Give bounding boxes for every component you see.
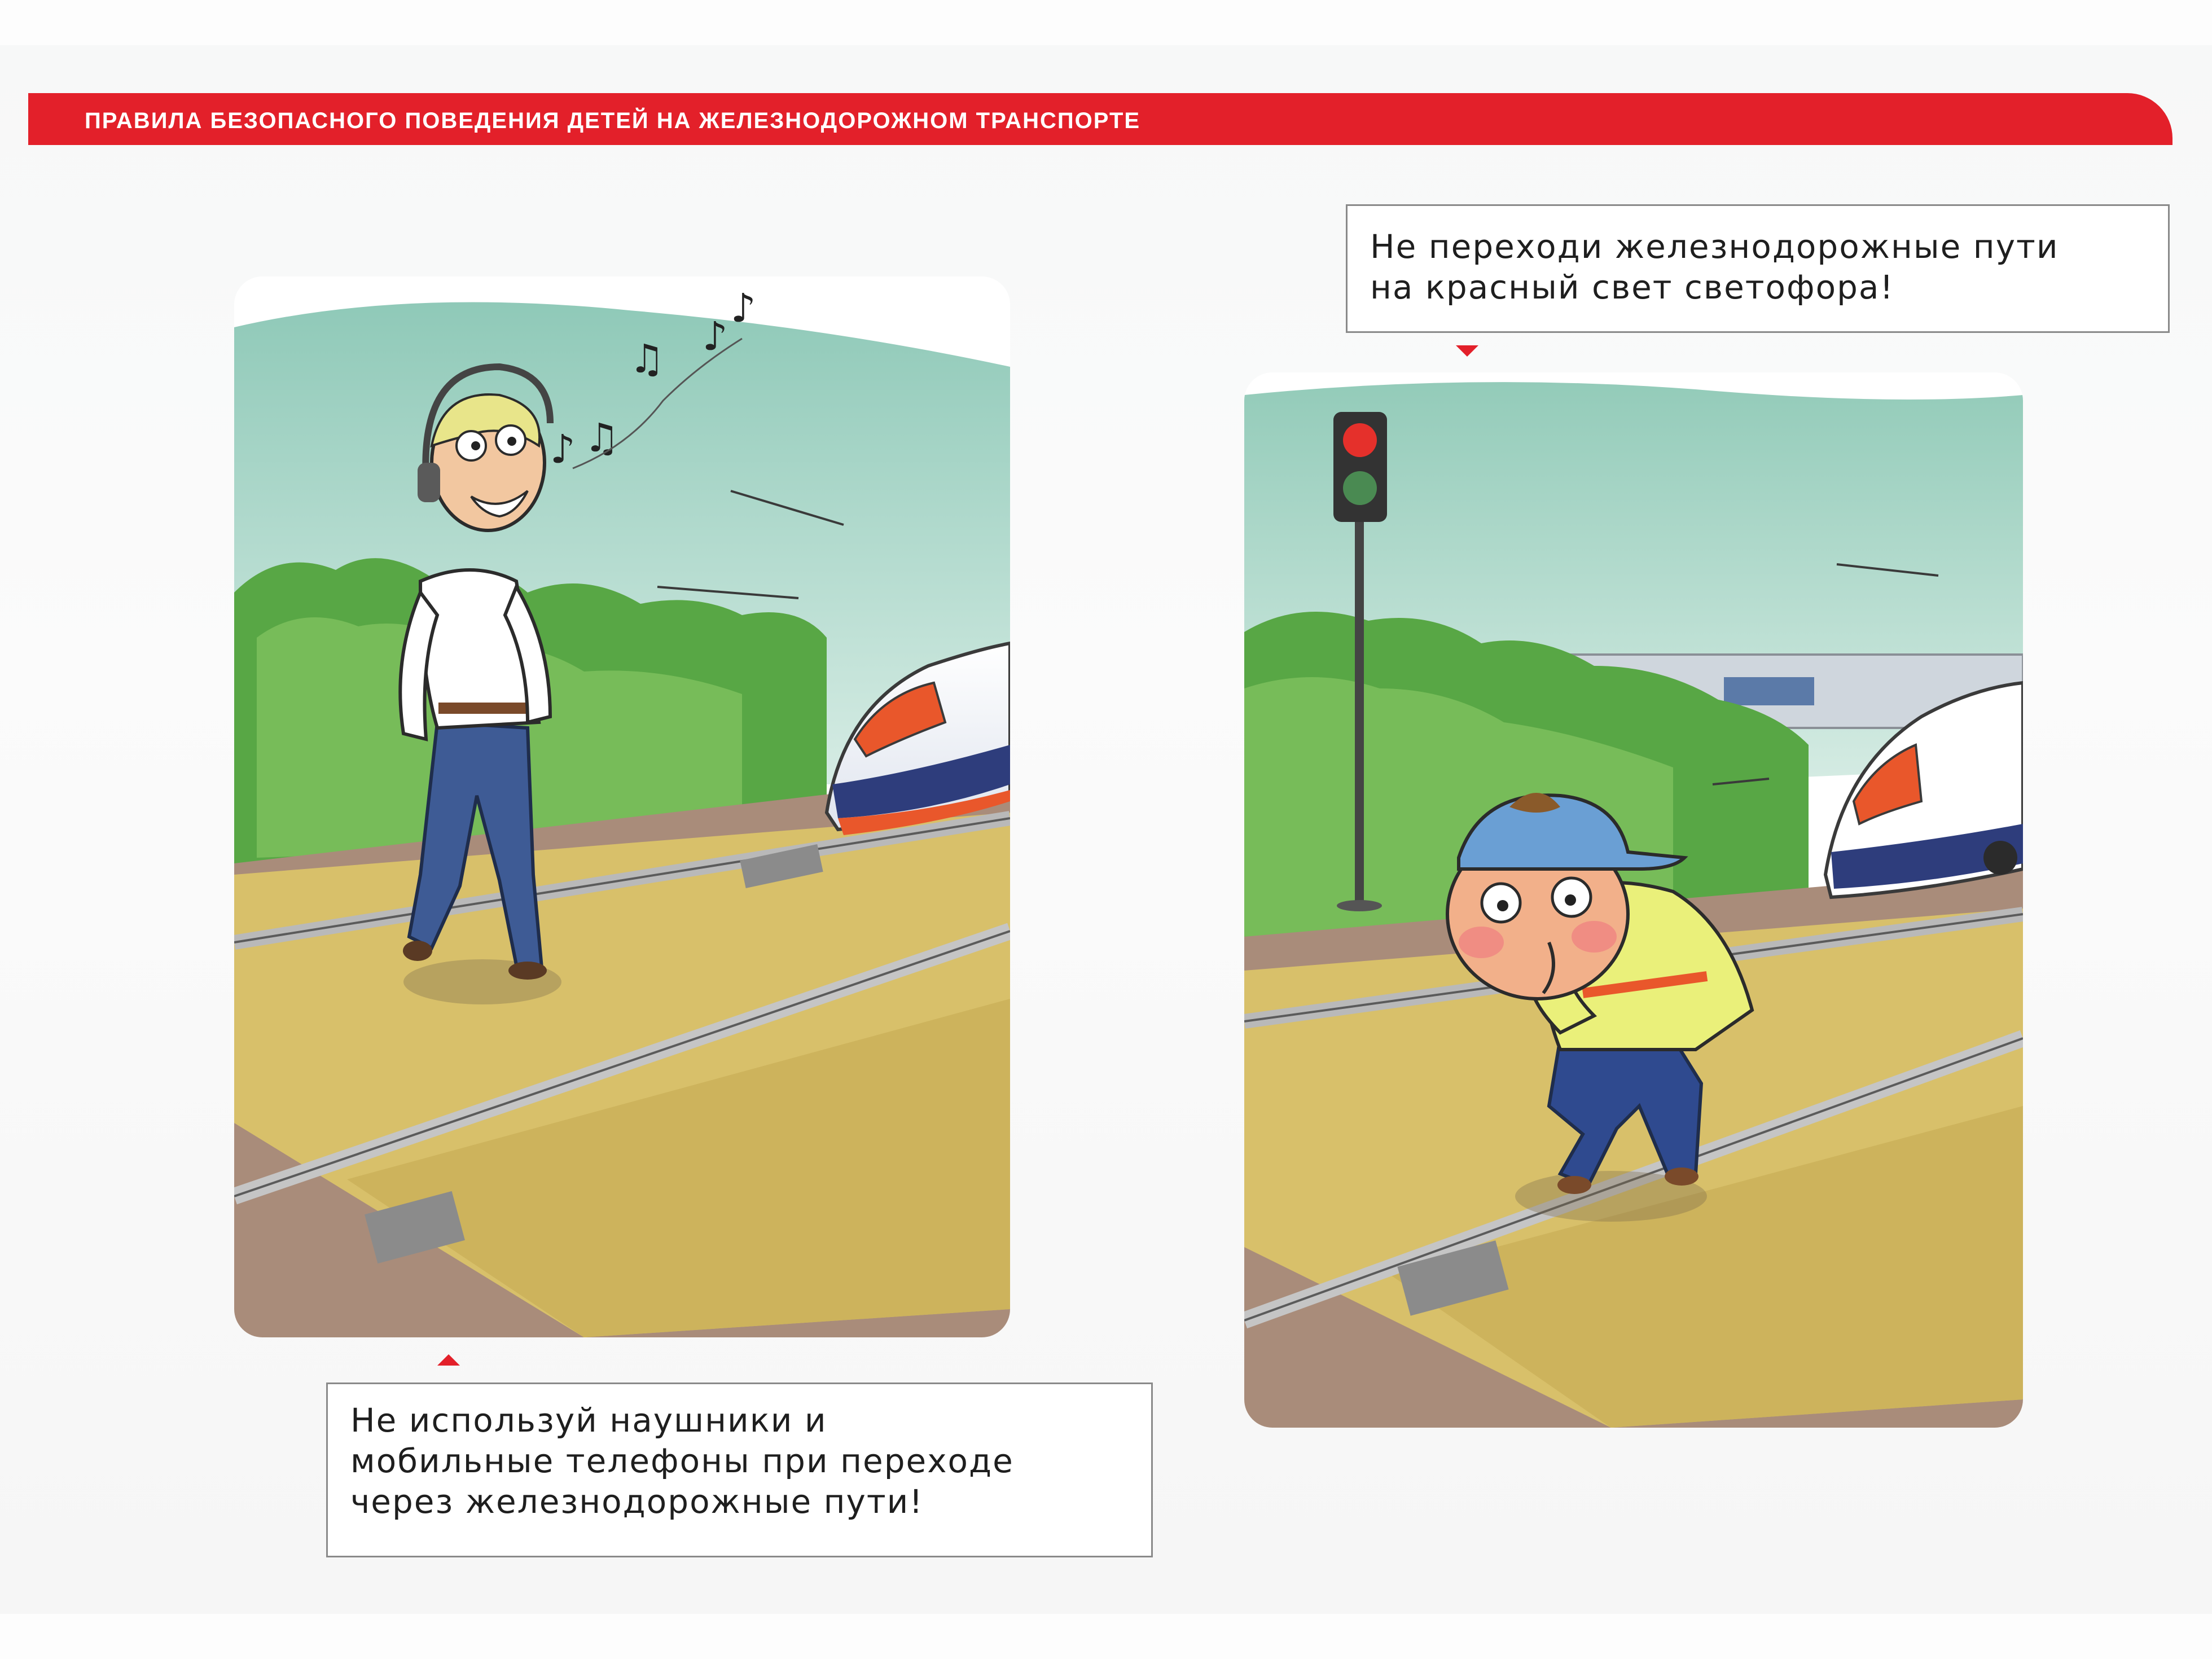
bleed-through-text xyxy=(169,214,179,251)
red-triangle-pointer-icon xyxy=(1456,345,1478,357)
svg-text:♫: ♫ xyxy=(629,336,665,382)
right-illustration-panel xyxy=(1244,372,2023,1428)
left-caption-line-3: через железнодорожные пути! xyxy=(350,1482,924,1521)
page-title: ПРАВИЛА БЕЗОПАСНОГО ПОВЕДЕНИЯ ДЕТЕЙ НА ЖЕЛЕЗНОДОРОЖНОМ ТРАНСПОРТЕ xyxy=(85,108,1141,133)
left-illustration xyxy=(234,276,1010,1337)
svg-text:♪: ♪ xyxy=(703,313,728,359)
right-caption-line-2: на красный свет светофора! xyxy=(1370,268,1894,306)
left-caption-line-1: Не используй наушники и xyxy=(350,1401,827,1439)
right-illustration xyxy=(1244,372,2023,1428)
left-illustration-panel xyxy=(234,276,1010,1337)
svg-text:♪: ♪ xyxy=(731,285,756,331)
right-caption-line-1: Не переходи железнодорожные пути xyxy=(1370,227,2059,266)
svg-text:♫: ♫ xyxy=(584,415,620,461)
red-triangle-pointer-icon xyxy=(437,1354,460,1366)
left-caption-line-2: мобильные телефоны при переходе xyxy=(350,1442,1014,1480)
note-1: ♪ xyxy=(550,426,576,472)
right-caption-box xyxy=(1346,204,2170,333)
left-caption-box xyxy=(326,1382,1153,1557)
